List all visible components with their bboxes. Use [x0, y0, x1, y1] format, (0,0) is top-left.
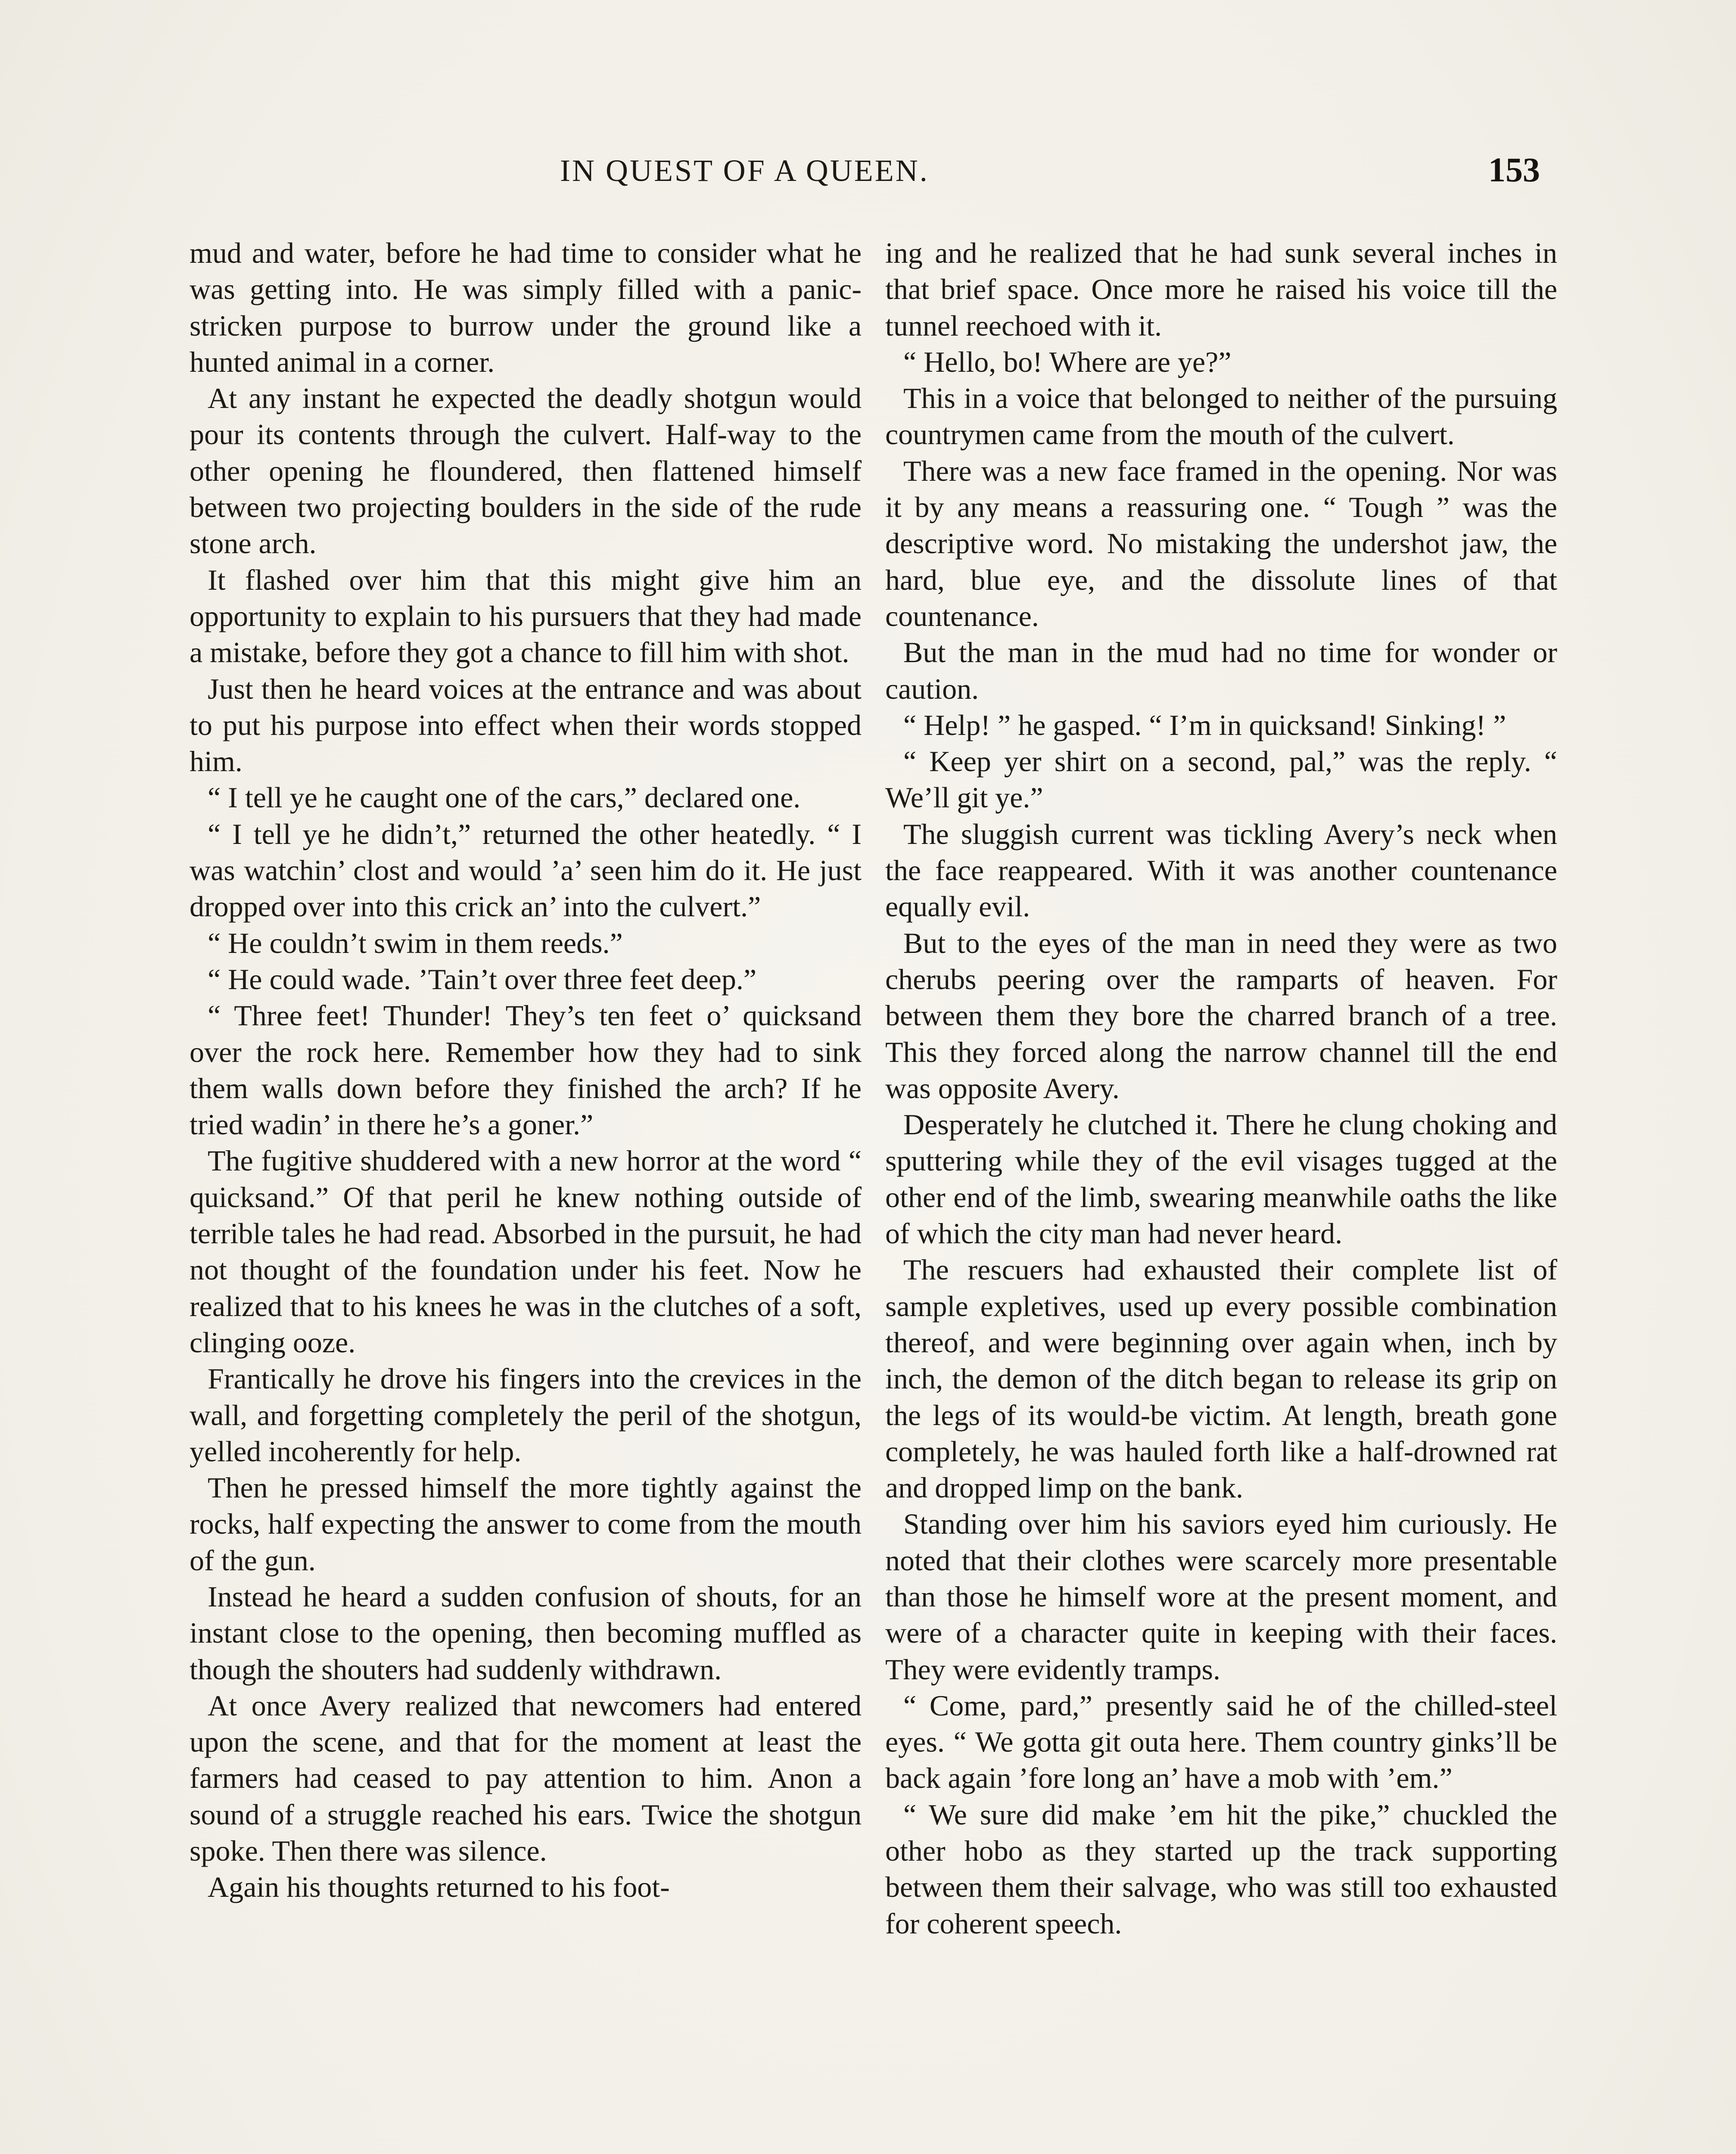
- paragraph: “ I tell ye he caught one of the cars,” declared one.: [208, 781, 801, 814]
- paragraph: Then he pressed himself the more tightly against the rocks, half expecting the answer to come from the mouth of the gun.: [190, 1471, 862, 1577]
- paragraph: Frantically he drove his fingers into the crevices in the wall, and forgetting completely the peril of the shotgun, yelled incoherently for help.: [190, 1362, 862, 1468]
- paragraph: “ He couldn’t swim in them reeds.”: [208, 926, 623, 959]
- paragraph: “ I tell ye he didn’t,” returned the other heatedly. “ I was watchin’ clost and would ’a’ seen him do it. He just dropped over into this crick an’ into the culvert.”: [190, 817, 862, 923]
- paragraph: The sluggish current was tickling Avery’s neck when the face reappeared. With it was another countenance equally evil.: [885, 817, 1557, 923]
- paragraph: Standing over him his saviors eyed him curiously. He noted that their clothes were scarcely more presentable than those he himself wore at the present moment, and were of a character quite in keeping with their faces. They were evidently tramps.: [885, 1507, 1557, 1686]
- paragraph: Instead he heard a sudden confusion of shouts, for an instant close to the opening, then becoming muffled as though the shouters had suddenly withdrawn.: [190, 1580, 862, 1686]
- left-text-column: [190, 235, 862, 1905]
- paragraph: At once Avery realized that newcomers had entered upon the scene, and that for the moment at least the farmers had ceased to pay attention to him. Anon a sound of a struggle reached his ears. Twice the shotgun spoke. Then there was silence.: [190, 1689, 862, 1868]
- right-text-column: [885, 235, 1557, 1942]
- paragraph: “ He could wade. ’Tain’t over three feet deep.”: [208, 962, 757, 996]
- paragraph: Just then he heard voices at the entrance and was about to put his purpose into effect when their words stopped him.: [190, 672, 862, 778]
- paragraph: mud and water, before he had time to consider what he was getting into. He was simply filled with a panic-stricken purpose to burrow under the ground like a hunted animal in a corner.: [190, 237, 862, 378]
- paragraph: Again his thoughts returned to his foot-: [208, 1871, 670, 1904]
- paragraph: “ Help! ” he gasped. “ I’m in quicksand! Sinking! ”: [903, 708, 1506, 741]
- paragraph: The fugitive shuddered with a new horror at the word “ quicksand.” Of that peril he knew nothing outside of terrible tales he had read. Absorbed in the pursuit, he had not thought of the foundation under his feet. Now he realized that to his knees he was in the clutches of a soft, clinging ooze.: [190, 1144, 862, 1359]
- paragraph: There was a new face framed in the opening. Nor was it by any means a reassuring one. “ Tough ” was the descriptive word. No mistaking the undershot jaw, the hard, blue eye, and the dissolute lines of that countenance.: [885, 454, 1557, 632]
- paragraph: “ Come, pard,” presently said he of the chilled-steel eyes. “ We gotta git outa here. Them country ginks’ll be back again ’fore long an’ have a mob with ’em.”: [885, 1689, 1557, 1795]
- paragraph: At any instant he expected the deadly shotgun would pour its contents through the culvert. Half-way to the other opening he floundered, then flattened himself between two projecting boulders in the side of the rude stone arch.: [190, 382, 862, 560]
- paragraph: “ Keep yer shirt on a second, pal,” was the reply. “ We’ll git ye.”: [885, 745, 1557, 814]
- paragraph: “ Hello, bo! Where are ye?”: [903, 345, 1232, 378]
- paragraph: “ We sure did make ’em hit the pike,” chuckled the other hobo as they started up the track supporting between them their salvage, who was still too exhausted for coherent speech.: [885, 1798, 1557, 1940]
- paragraph: But the man in the mud had no time for wonder or caution.: [885, 636, 1557, 705]
- running-title: IN QUEST OF A QUEEN.: [560, 153, 929, 188]
- paragraph: “ Three feet! Thunder! They’s ten feet o’ quicksand over the rock here. Remember how they had to sink them walls down before they finished the arch? If he tried wadin’ in there he’s a goner.”: [190, 999, 862, 1141]
- paragraph: This in a voice that belonged to neither of the pursuing countrymen came from the mouth of the culvert.: [885, 382, 1557, 451]
- paragraph: But to the eyes of the man in need they were as two cherubs peering over the ramparts of heaven. For between them they bore the charred branch of a tree. This they forced along the narrow channel till the end was opposite Avery.: [885, 926, 1557, 1105]
- page-number: 153: [1488, 151, 1540, 189]
- paragraph: The rescuers had exhausted their complete list of sample expletives, used up every possible combination thereof, and were beginning over again when, inch by inch, the demon of the ditch began to release its grip on the legs of its would-be victim. At length, breath gone completely, he was hauled forth like a half-drowned rat and dropped limp on the bank.: [885, 1253, 1557, 1504]
- paragraph: Desperately he clutched it. There he clung choking and sputtering while they of the evil visages tugged at the other end of the limb, swearing meanwhile oaths the like of which the city man had never heard.: [885, 1108, 1557, 1250]
- paragraph: It flashed over him that this might give him an opportunity to explain to his pursuers that they had made a mistake, before they got a chance to fill him with shot.: [190, 563, 862, 669]
- paragraph: ing and he realized that he had sunk several inches in that brief space. Once more he raised his voice till the tunnel reechoed with it.: [885, 237, 1557, 342]
